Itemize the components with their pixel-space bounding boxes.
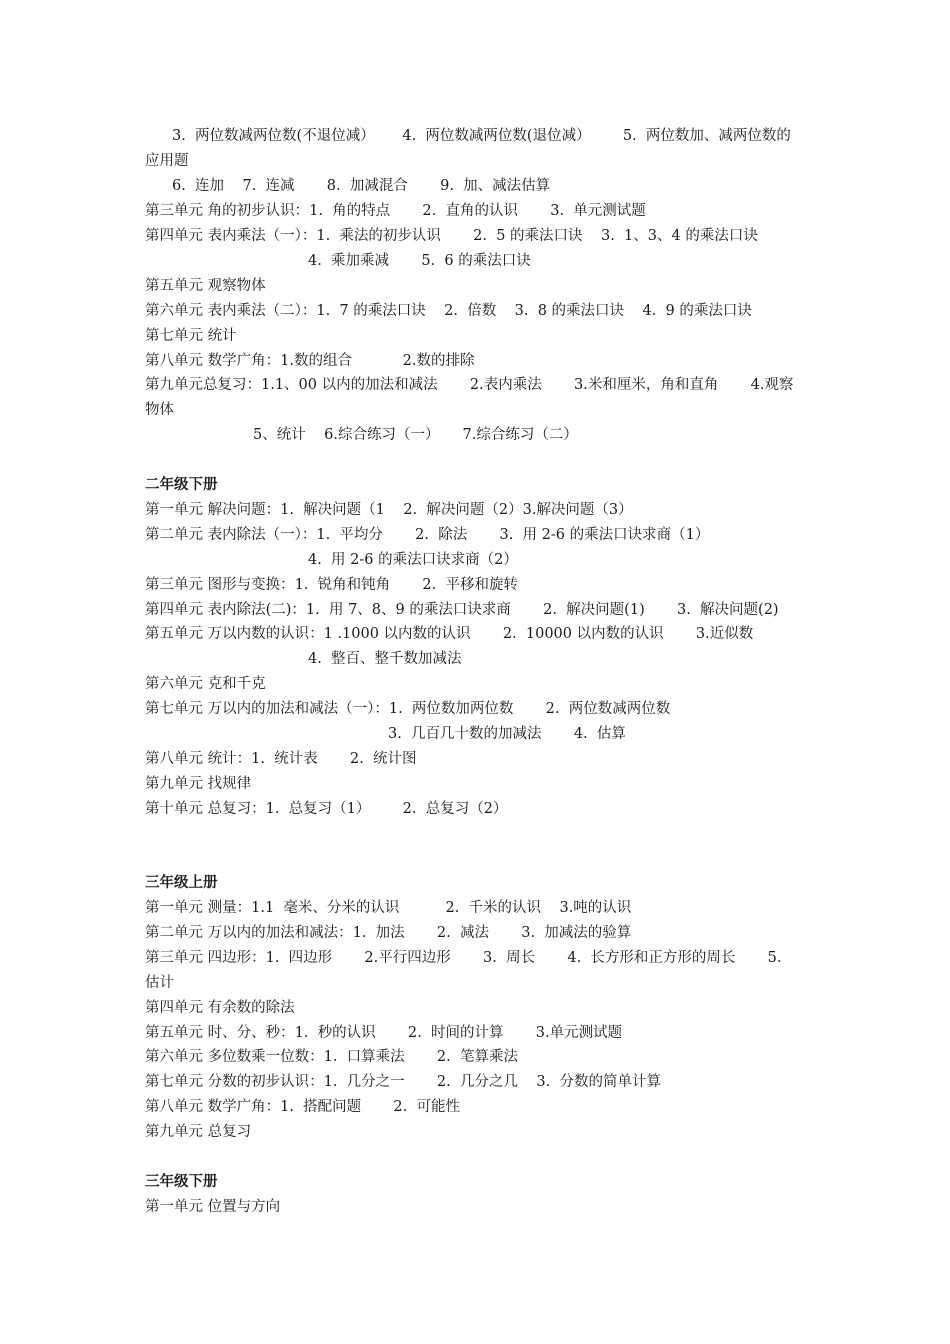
text-line: 第一单元 解决问题：1. 解决问题（1 2. 解决问题（2）3.解决问题（3） xyxy=(145,502,633,518)
section-heading: 二年级下册 xyxy=(145,476,218,493)
text-line: 第三单元 图形与变换：1. 锐角和钝角 2. 平移和旋转 xyxy=(145,577,518,593)
text-line: 物体 xyxy=(145,402,174,418)
text-line: 第八单元 统计：1. 统计表 2. 统计图 xyxy=(145,751,417,767)
text-line: 第九单元总复习：1.1、00 以内的加法和减法 2.表内乘法 3.米和厘米，角和直角 4.观察 xyxy=(145,377,794,393)
text-line: 第七单元 万以内的加法和减法（一）：1. 两位数加两位数 2. 两位数减两位数 xyxy=(145,701,671,717)
section-heading: 三年级上册 xyxy=(145,874,218,891)
text-line: 估计 xyxy=(145,975,174,991)
text-line: 第一单元 位置与方向 xyxy=(145,1199,281,1215)
text-line: 第二单元 表内除法（一）：1. 平均分 2. 除法 3. 用 2-6 的乘法口诀求商（1） xyxy=(145,527,710,543)
text-line: 第七单元 统计 xyxy=(145,328,237,344)
text-line: 第九单元 总复习 xyxy=(145,1124,252,1140)
text-line: 第九单元 找规律 xyxy=(145,776,252,792)
text-line: 4. 乘加乘减 5. 6 的乘法口诀 xyxy=(308,253,531,269)
text-line: 3. 两位数减两位数(不退位减） 4. 两位数减两位数(退位减） 5. 两位数加、减两位数的 xyxy=(172,128,791,144)
text-line: 第六单元 表内乘法（二）：1. 7 的乘法口诀 2. 倍数 3. 8 的乘法口诀 4. 9 的乘法口诀 xyxy=(145,303,752,319)
text-line: 第六单元 克和千克 xyxy=(145,676,266,692)
text-line: 第八单元 数学广角：1.数的组合 2.数的排除 xyxy=(145,353,475,369)
text-line: 3. 几百几十数的加减法 4. 估算 xyxy=(388,726,626,742)
text-line: 第十单元 总复习：1. 总复习（1） 2. 总复习（2） xyxy=(145,801,508,817)
text-line: 6. 连加 7. 连减 8. 加减混合 9. 加、减法估算 xyxy=(172,178,551,194)
text-line: 第三单元 角的初步认识：1. 角的特点 2. 直角的认识 3. 单元测试题 xyxy=(145,203,646,219)
text-line: 第六单元 多位数乘一位数：1. 口算乘法 2. 笔算乘法 xyxy=(145,1049,518,1065)
text-line: 第四单元 表内乘法（一）：1. 乘法的初步认识 2. 5 的乘法口诀 3. 1、3、4 的乘法口诀 xyxy=(145,228,758,244)
text-line: 第七单元 分数的初步认识：1. 几分之一 2. 几分之几 3. 分数的简单计算 xyxy=(145,1074,661,1090)
text-line: 第四单元 表内除法(二)：1. 用 7、8、9 的乘法口诀求商 2. 解决问题(1) 3. 解决问题(2) xyxy=(145,602,779,618)
text-line: 第八单元 数学广角：1. 搭配问题 2. 可能性 xyxy=(145,1099,460,1115)
text-line: 5、统计 6.综合练习（一） 7.综合练习（二） xyxy=(253,427,578,443)
text-line: 4. 整百、整千数加减法 xyxy=(308,651,462,667)
text-line: 第三单元 四边形：1. 四边形 2.平行四边形 3. 周长 4. 长方形和正方形的周长 5. xyxy=(145,950,782,966)
text-line: 第二单元 万以内的加法和减法：1. 加法 2. 减法 3. 加减法的验算 xyxy=(145,925,632,941)
text-line: 应用题 xyxy=(145,153,189,169)
section-heading: 三年级下册 xyxy=(145,1173,218,1190)
text-line: 第五单元 观察物体 xyxy=(145,278,266,294)
text-line: 4. 用 2-6 的乘法口诀求商（2） xyxy=(308,552,518,568)
text-line: 第一单元 测量：1.1 毫米、分米的认识 2. 千米的认识 3.吨的认识 xyxy=(145,900,632,916)
text-line: 第五单元 时、分、秒：1. 秒的认识 2. 时间的计算 3.单元测试题 xyxy=(145,1025,623,1041)
text-line: 第五单元 万以内数的认识：1 .1000 以内数的认识 2. 10000 以内数的认识 3.近似数 xyxy=(145,626,754,642)
text-line: 第四单元 有余数的除法 xyxy=(145,1000,295,1016)
